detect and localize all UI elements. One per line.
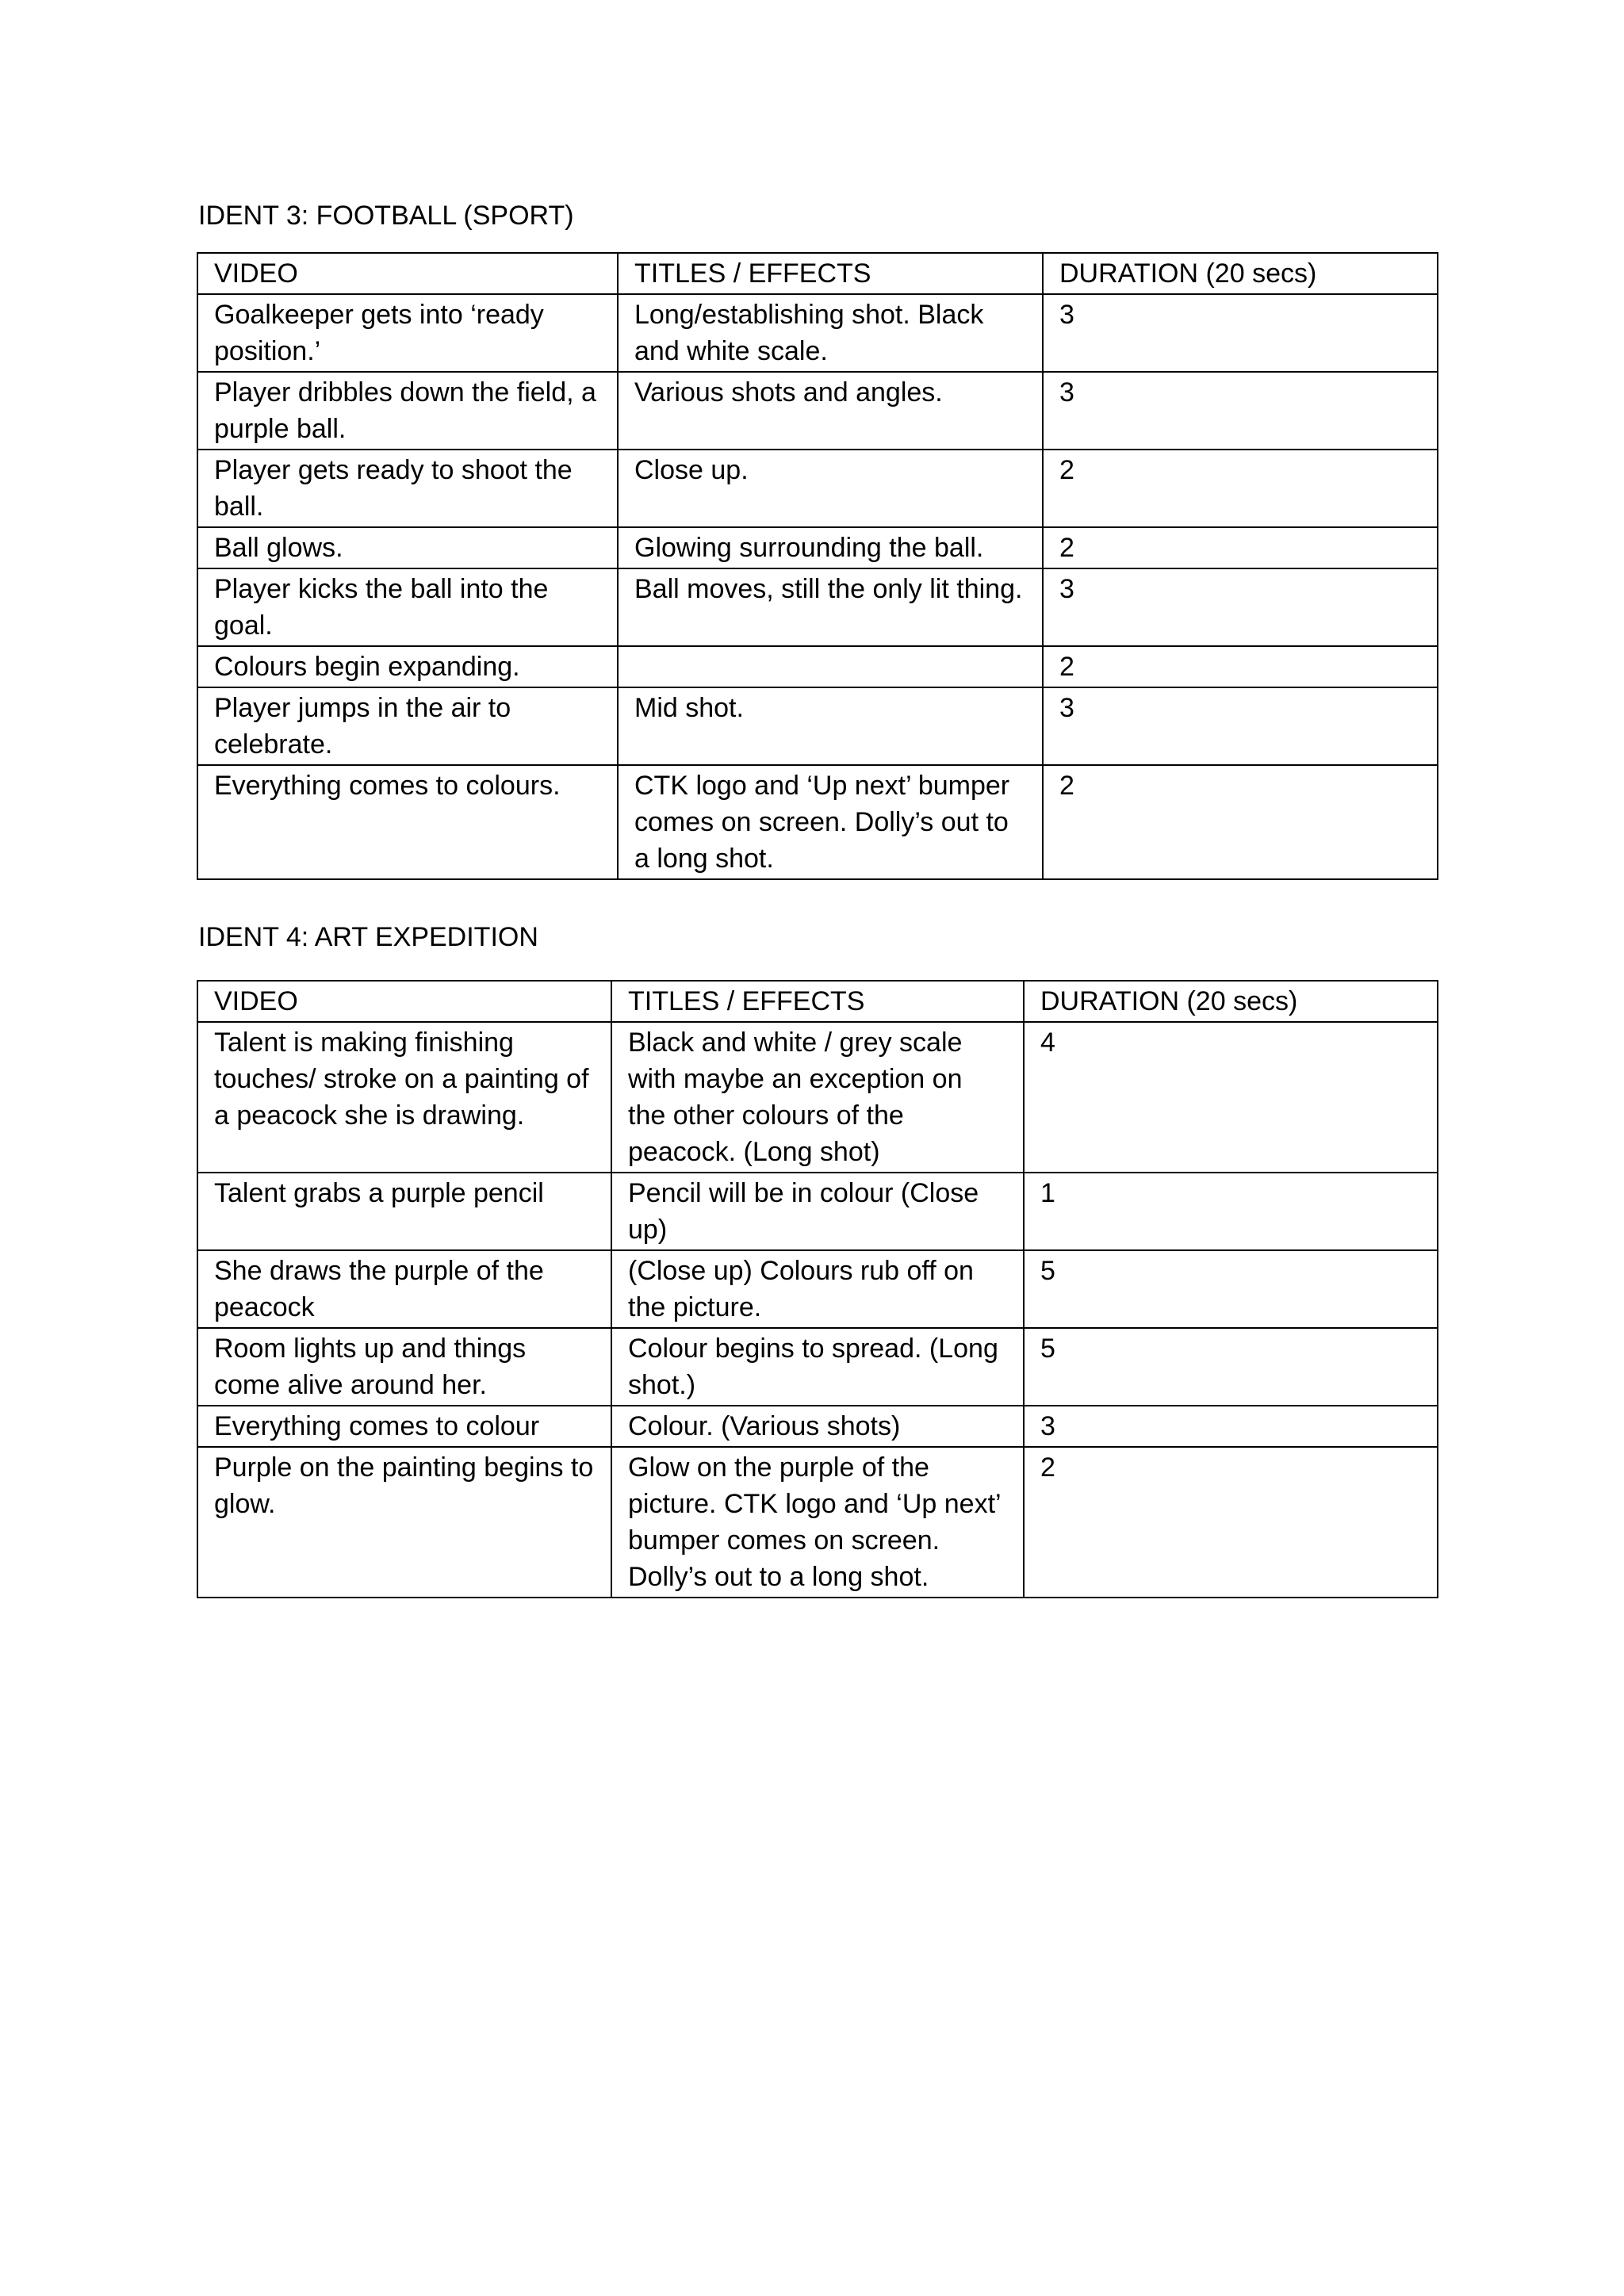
table-header-row [197,981,1438,1022]
duration-cell: 5 [1024,1250,1438,1328]
header-titles-effects: TITLES / EFFECTS [618,253,1043,294]
video-cell: Purple on the painting begins to glow. [197,1447,611,1598]
table-row [197,646,1438,687]
video-cell: She draws the purple of the peacock [197,1250,611,1328]
table-row [197,687,1438,765]
header-video: VIDEO [197,981,611,1022]
effects-cell: Glow on the purple of the picture. CTK logo and ‘Up next’ bumper comes on screen. Dolly’s out to a long shot. [611,1447,1024,1598]
effects-cell: (Close up) Colours rub off on the picture. [611,1250,1024,1328]
effects-cell: Colour. (Various shots) [611,1406,1024,1447]
header-video: VIDEO [197,253,618,294]
duration-cell: 2 [1043,450,1438,527]
table-row [197,372,1438,450]
video-cell: Talent grabs a purple pencil [197,1173,611,1250]
duration-cell: 3 [1043,568,1438,646]
table-row [197,1250,1438,1328]
effects-cell: Various shots and angles. [618,372,1043,450]
table-row [197,1173,1438,1250]
table-row [197,527,1438,568]
duration-cell: 2 [1024,1447,1438,1598]
header-titles-effects: TITLES / EFFECTS [611,981,1024,1022]
ident-4-title: IDENT 4: ART EXPEDITION [198,922,538,952]
video-cell: Talent is making finishing touches/ stroke on a painting of a peacock she is drawing. [197,1022,611,1173]
effects-cell: Close up. [618,450,1043,527]
duration-cell: 5 [1024,1328,1438,1406]
duration-cell: 2 [1043,765,1438,879]
duration-cell: 2 [1043,527,1438,568]
table-row [197,1022,1438,1173]
effects-cell: Colour begins to spread. (Long shot.) [611,1328,1024,1406]
duration-cell: 4 [1024,1022,1438,1173]
duration-cell: 3 [1024,1406,1438,1447]
header-duration: DURATION (20 secs) [1024,981,1438,1022]
table-row [197,1447,1438,1598]
effects-cell: Black and white / grey scale with maybe an exception on the other colours of the peacock. (Long shot) [611,1022,1024,1173]
duration-cell: 3 [1043,372,1438,450]
ident-3-title: IDENT 3: FOOTBALL (SPORT) [198,201,574,231]
video-cell: Player jumps in the air to celebrate. [197,687,618,765]
table-header-row [197,253,1438,294]
effects-cell: Pencil will be in colour (Close up) [611,1173,1024,1250]
table-row [197,1328,1438,1406]
ident-3-table [197,252,1438,880]
effects-cell: Mid shot. [618,687,1043,765]
video-cell: Player kicks the ball into the goal. [197,568,618,646]
video-cell: Everything comes to colour [197,1406,611,1447]
video-cell: Everything comes to colours. [197,765,618,879]
video-cell: Player dribbles down the field, a purple ball. [197,372,618,450]
ident-4-table [197,980,1438,1598]
effects-cell: CTK logo and ‘Up next’ bumper comes on screen. Dolly’s out to a long shot. [618,765,1043,879]
duration-cell: 2 [1043,646,1438,687]
effects-cell [618,646,1043,687]
table-row [197,1406,1438,1447]
table-row [197,450,1438,527]
header-duration: DURATION (20 secs) [1043,253,1438,294]
video-cell: Ball glows. [197,527,618,568]
duration-cell: 1 [1024,1173,1438,1250]
duration-cell: 3 [1043,294,1438,372]
video-cell: Room lights up and things come alive around her. [197,1328,611,1406]
video-cell: Player gets ready to shoot the ball. [197,450,618,527]
effects-cell: Ball moves, still the only lit thing. [618,568,1043,646]
effects-cell: Glowing surrounding the ball. [618,527,1043,568]
duration-cell: 3 [1043,687,1438,765]
video-cell: Colours begin expanding. [197,646,618,687]
effects-cell: Long/establishing shot. Black and white scale. [618,294,1043,372]
table-row [197,765,1438,879]
video-cell: Goalkeeper gets into ‘ready position.’ [197,294,618,372]
table-row [197,294,1438,372]
table-row [197,568,1438,646]
